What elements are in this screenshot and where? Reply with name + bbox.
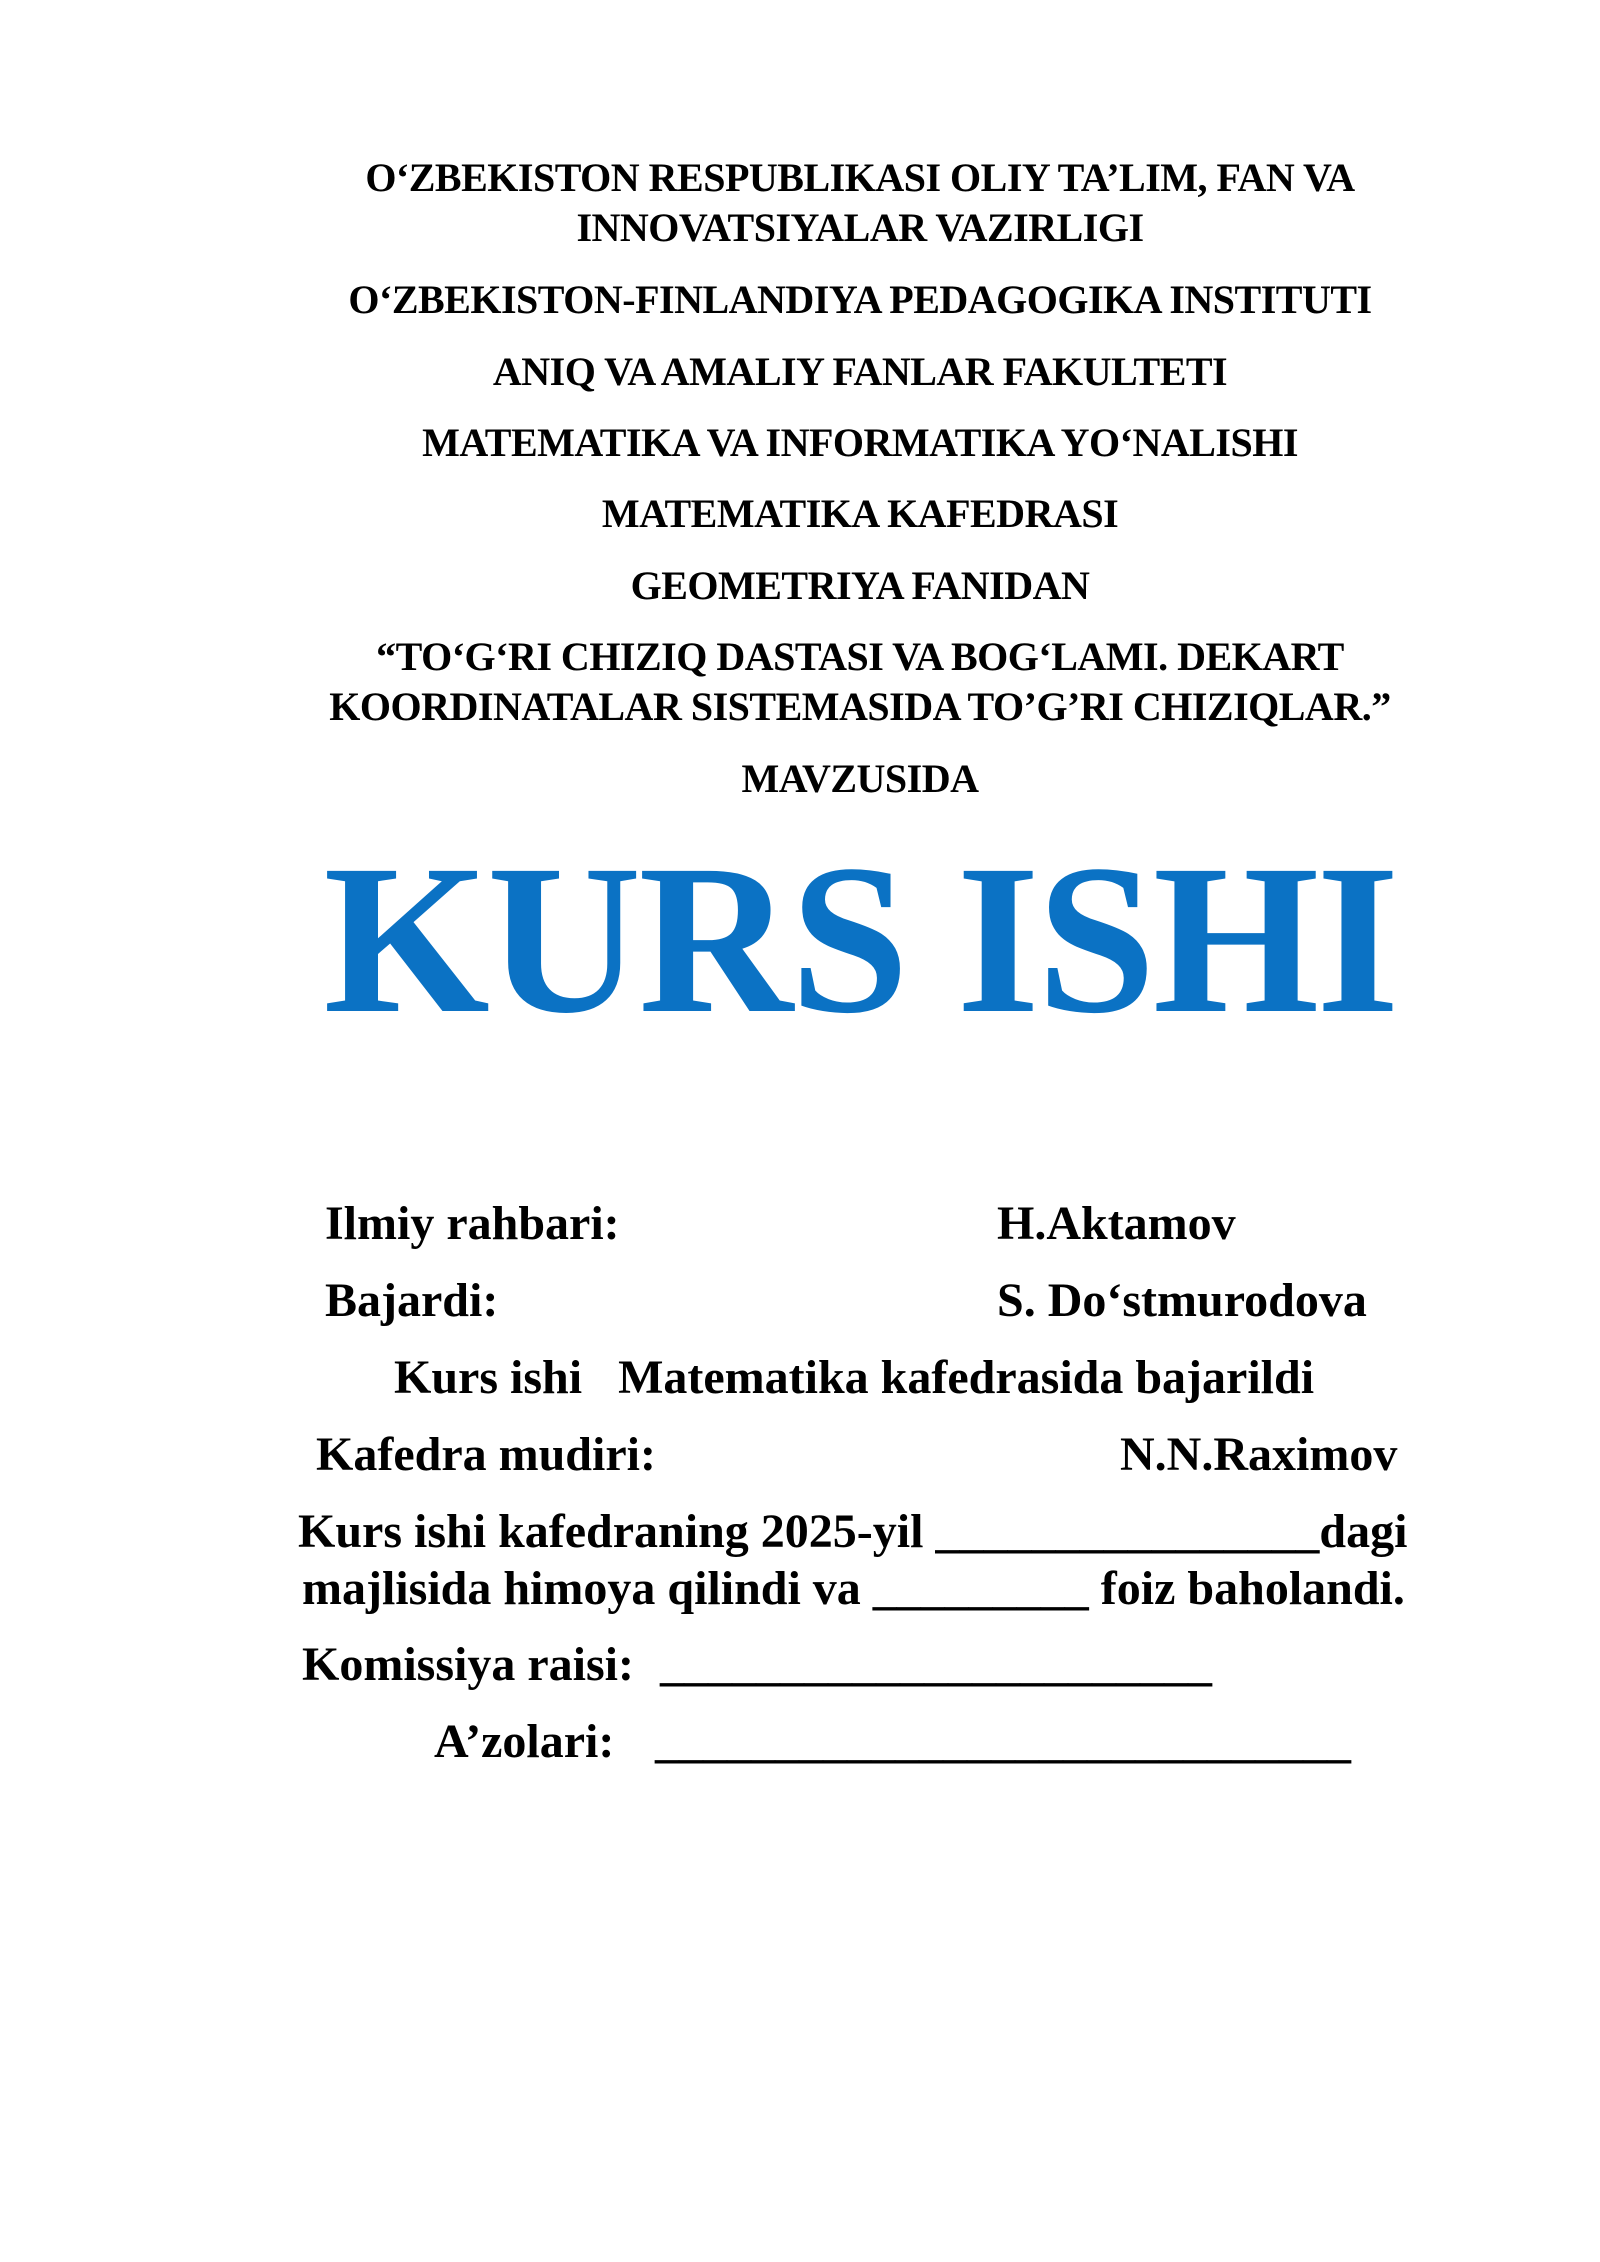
department-head-name: N.N.Raximov — [1120, 1428, 1398, 1481]
members-blank: _____________________________ — [655, 1715, 1351, 1768]
completed-note: Kurs ishi Matematika kafedrasida bajarildi — [394, 1351, 1315, 1404]
members-label: A’zolari: — [434, 1715, 615, 1768]
department-name: MATEMATIKA KAFEDRASI — [601, 491, 1119, 536]
supervisor-label: Ilmiy rahbari: — [325, 1197, 620, 1250]
topic-line-2: KOORDINATALAR SISTEMASIDA TO’G’RI CHIZIQLAR.” — [329, 684, 1391, 729]
performer-name: S. Do‘stmurodova — [997, 1274, 1367, 1327]
department-head-label: Kafedra mudiri: — [316, 1428, 656, 1481]
direction-name: MATEMATIKA VA INFORMATIKA YO‘NALISHI — [422, 420, 1298, 465]
performer-label: Bajardi: — [325, 1274, 499, 1327]
commission-chair-blank: _______________________ — [660, 1638, 1212, 1691]
document-title: KURS ISHI — [323, 821, 1397, 1058]
defense-line-2: majlisida himoya qilindi va _________ foiz baholandi. — [302, 1562, 1405, 1615]
ministry-line-1: O‘ZBEKISTON RESPUBLIKASI OLIY TA’LIM, FAN VA — [365, 155, 1355, 200]
subject-name: GEOMETRIYA FANIDAN — [630, 563, 1090, 608]
supervisor-name: H.Aktamov — [997, 1197, 1236, 1250]
topic-suffix: MAVZUSIDA — [741, 756, 979, 801]
ministry-line-2: INNOVATSIYALAR VAZIRLIGI — [576, 205, 1144, 250]
defense-line-1: Kurs ishi kafedraning 2025-yil ________________dagi — [298, 1505, 1408, 1558]
commission-chair-label: Komissiya raisi: — [302, 1638, 634, 1691]
faculty-name: ANIQ VA AMALIY FANLAR FAKULTETI — [492, 349, 1228, 394]
topic-line-1: “TO‘G‘RI CHIZIQ DASTASI VA BOG‘LAMI. DEKART — [376, 634, 1344, 679]
institute-name: O‘ZBEKISTON-FINLANDIYA PEDAGOGIKA INSTITUTI — [348, 277, 1372, 322]
